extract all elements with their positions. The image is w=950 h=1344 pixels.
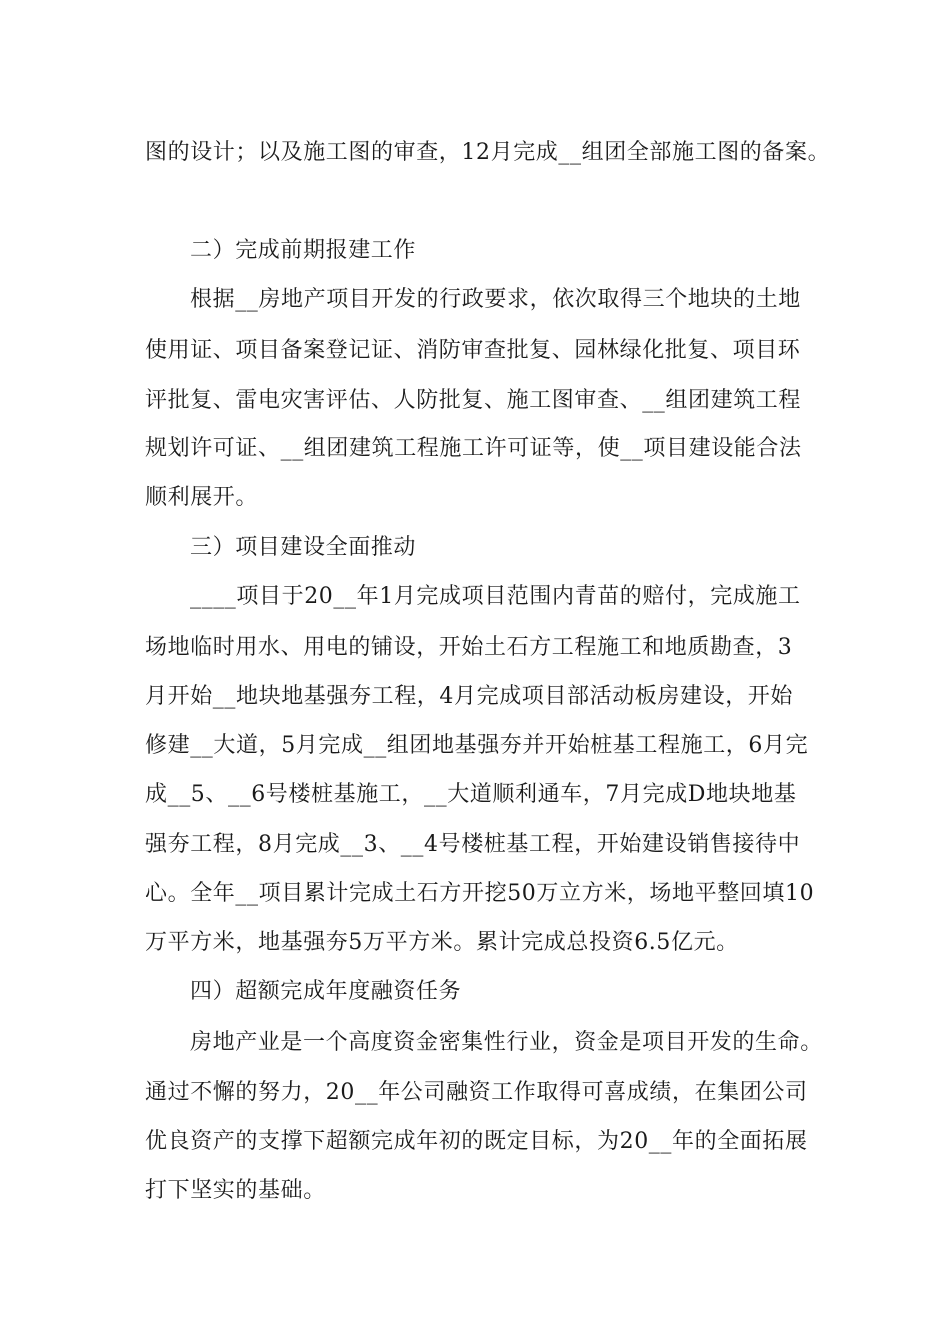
text-line: 顺利展开。: [145, 485, 259, 510]
text-line: 打下坚实的基础。: [145, 1178, 326, 1203]
section-heading: 二）完成前期报建工作: [190, 238, 417, 263]
text-line: 月开始__地块地基强夯工程，4月完成项目部活动板房建设，开始: [145, 684, 793, 709]
text-line: 根据__房地产项目开发的行政要求，依次取得三个地块的土地: [190, 287, 801, 312]
text-line: 场地临时用水、用电的铺设，开始土石方工程施工和地质勘查，3: [145, 635, 793, 660]
text-line: 万平方米，地基强夯5万平方米。累计完成总投资6.5亿元。: [145, 930, 739, 955]
text-line: 评批复、雷电灾害评估、人防批复、施工图审查、__组团建筑工程: [145, 388, 802, 413]
text-line: 成__5、__6号楼桩基施工，__大道顺利通车，7月完成D地块地基: [145, 782, 797, 807]
text-line: 通过不懈的努力，20__年公司融资工作取得可喜成绩，在集团公司: [145, 1080, 808, 1105]
text-line: 修建__大道，5月完成__组团地基强夯并开始桩基工程施工，6月完: [145, 733, 809, 758]
text-line: ____项目于20__年1月完成项目范围内青苗的赔付，完成施工: [190, 584, 801, 609]
text-line: 房地产业是一个高度资金密集性行业，资金是项目开发的生命。: [190, 1030, 823, 1055]
text-line: 规划许可证、__组团建筑工程施工许可证等，使__项目建设能合法: [145, 436, 802, 461]
text-line: 使用证、项目备案登记证、消防审查批复、园林绿化批复、项目环: [145, 338, 801, 363]
section-heading: 三）项目建设全面推动: [190, 535, 417, 560]
text-line: 心。全年__项目累计完成土石方开挖50万立方米，场地平整回填10: [145, 881, 815, 906]
section-heading: 四）超额完成年度融资任务: [190, 979, 462, 1004]
text-line: 优良资产的支撑下超额完成年初的既定目标，为20__年的全面拓展: [145, 1129, 808, 1154]
text-line: 图的设计；以及施工图的审查，12月完成__组团全部施工图的备案。: [145, 140, 831, 165]
text-line: 强夯工程，8月完成__3、__4号楼桩基工程，开始建设销售接待中: [145, 832, 801, 857]
